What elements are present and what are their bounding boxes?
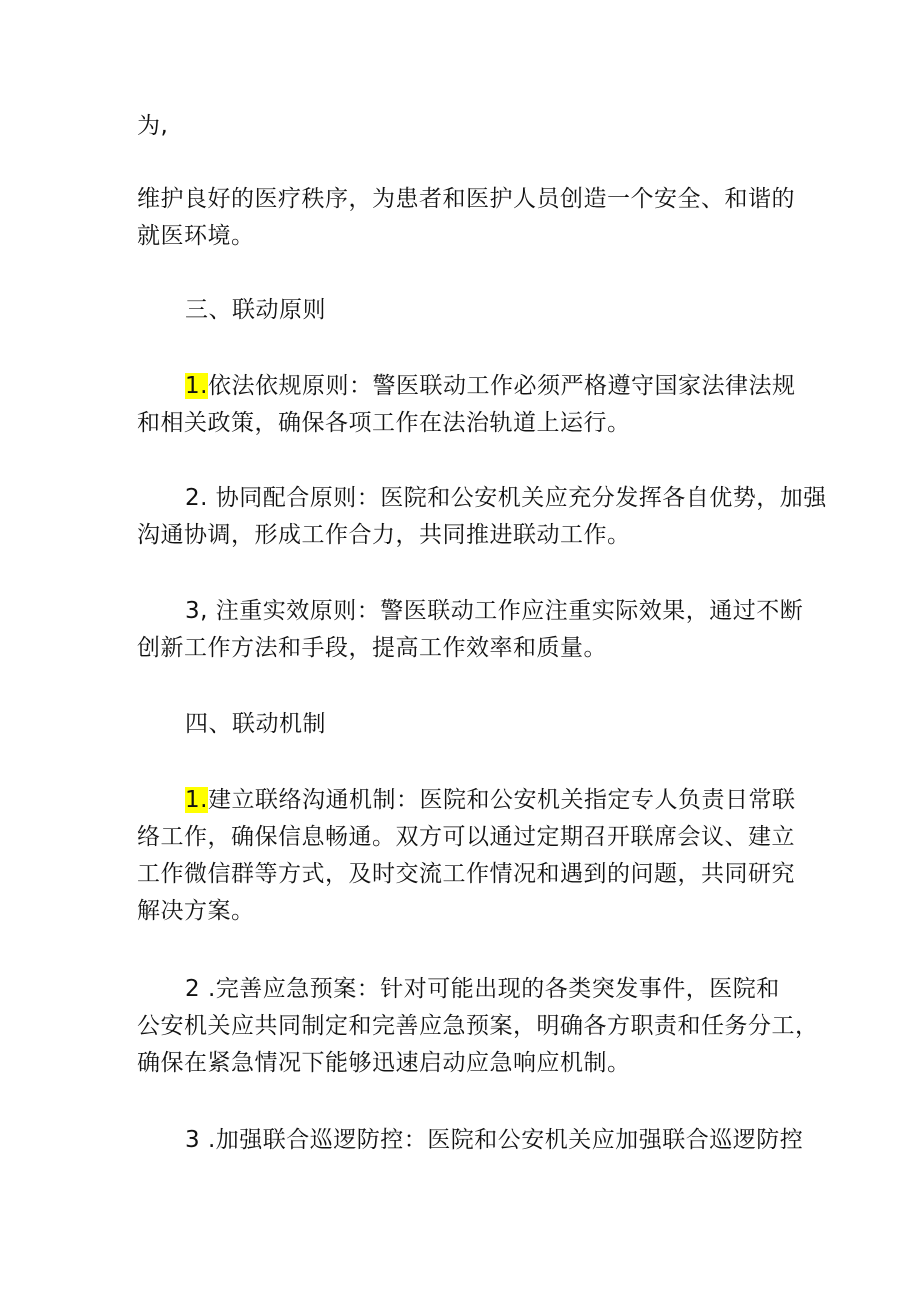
item-text: 依法依规原则：警医联动工作必须严格遵守国家法律法规 xyxy=(207,373,796,399)
item-number: 1. xyxy=(185,787,208,813)
text-line: 公安机关应共同制定和完善应急预案，明确各方职责和任务分工， xyxy=(137,1013,819,1039)
list-item-mechanism-2 xyxy=(137,971,819,1082)
text-line: 络工作，确保信息畅通。双方可以通过定期召开联席会议、建立 xyxy=(137,824,795,850)
text-line: 创新工作方法和手段，提高工作效率和质量。 xyxy=(137,635,607,661)
section-heading-mechanism: 四、联动机制 xyxy=(185,711,326,737)
item-number: 3 xyxy=(185,1127,201,1153)
section-heading-principles: 三、联动原则 xyxy=(185,297,326,323)
item-text: 协同配合原则：医院和公安机关应充分发挥各自优势，加强 xyxy=(207,485,827,511)
list-item-principle-2 xyxy=(137,480,827,554)
item-number: 3, xyxy=(185,598,208,624)
list-item-mechanism-1 xyxy=(137,782,796,930)
text-line: 维护良好的医疗秩序，为患者和医护人员创造一个安全、和谐的 xyxy=(137,186,795,212)
text-line: 就医环境。 xyxy=(137,223,255,249)
item-number: 2 xyxy=(185,976,201,1002)
item-text: 注重实效原则：警医联动工作应注重实际效果，通过不断 xyxy=(207,598,804,624)
text-line: 解决方案。 xyxy=(137,898,255,924)
item-number: 1. xyxy=(185,373,208,399)
list-item-mechanism-3 xyxy=(137,1122,804,1159)
text-line: 为, xyxy=(137,113,169,139)
text-line: 沟通协调，形成工作合力，共同推进联动工作。 xyxy=(137,522,631,548)
text-line: 和相关政策，确保各项工作在法治轨道上运行。 xyxy=(137,410,631,436)
item-text: .完善应急预案：针对可能出现的各类突发事件，医院和 xyxy=(200,976,780,1002)
list-item-principle-3 xyxy=(137,593,804,667)
item-text: .加强联合巡逻防控：医院和公安机关应加强联合巡逻防控 xyxy=(200,1127,804,1153)
item-number: 2. xyxy=(185,485,208,511)
text-line: 确保在紧急情况下能够迅速启动应急响应机制。 xyxy=(137,1050,631,1076)
item-text: 建立联络沟通机制：医院和公安机关指定专人负责日常联 xyxy=(207,787,796,813)
text-line: 工作微信群等方式，及时交流工作情况和遇到的问题，共同研究 xyxy=(137,861,795,887)
list-item-principle-1 xyxy=(137,368,796,442)
paragraph-order-environment xyxy=(137,181,795,255)
paragraph-fragment xyxy=(137,108,787,145)
